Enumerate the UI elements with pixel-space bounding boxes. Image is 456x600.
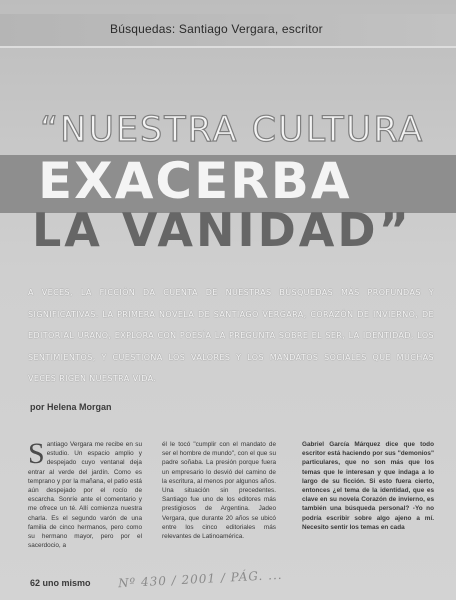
page-footer: 62 uno mismo <box>30 578 91 588</box>
handwritten-annotation: Nº 430 / 2001 / PÁG. ... <box>117 567 283 591</box>
headline-line-3: LA VANIDAD” <box>32 203 412 257</box>
headline-line-2: EXACERBA <box>38 152 352 210</box>
section-divider <box>0 46 456 48</box>
section-title: Búsquedas: Santiago Vergara, escritor <box>110 22 323 36</box>
body-column-1-text: antiago Vergara me recibe en su estudio. Un espacio amplio y despejado cuyo ventanal deja entrar al verde del jardín. Como es temprano y por la mañana, el patio está aún despejado por el rocío de escarcha. Sonríe ante el comentario y me ofrece un té. Allí comienza nuestra charla. Es el segundo varón de una familia de cinco hermanos, pero como su hermano mayor, pero por el sacerdocio, a <box>28 441 142 550</box>
headline-line-1: “NUESTRA CULTURA <box>40 110 425 150</box>
lede-paragraph: A VECES, LA FICCIÓN DA CUENTA DE NUESTRAS BÚSQUEDAS MÁS PROFUNDAS Y SIGNIFICATIVAS. LA PRIMERA NOVELA DE SANTIAGO VERGARA, CORAZÓN DE INVIERNO, DE EDITORIAL URANO, EXPLORA CON POESÍA LA PREGUNTA SOBRE EL SER, LA IDENTIDAD, LOS SENTIMIENTOS, Y CUESTIONA LOS VALORES Y LOS MANDATOS SOCIALES QUE MUCHAS VECES RIGEN NUESTRA VIDA. <box>28 288 434 383</box>
body-column-2: él le tocó "cumplir con el mandato de ser el hombre de mundo", con el que su padre soñaba. La presión porque fuera un empresario lo desvió del camino de la escritura, al menos por algunos años. Una situación sin precedentes. Santiago fue uno de los editores más prestigiosos de Argentina. Jadeo Vergara, que durante 20 años se ubicó entre los cinco editoriales más relevantes de Latinoamérica. <box>162 441 276 541</box>
body-column-3: Gabriel García Márquez dice que todo escritor está haciendo por sus "demonios" particulares, que no son más que los temas que le interesan y que indaga a lo largo de su ficción. Si esto fuera cierto, entonces ¿el tema de la identidad, que es clave en su novela Corazón de invierno, es también una búsqueda personal? -Yo no podría escribir sobre algo ajeno a mí. Necesito sentir los temas en cada <box>302 441 434 531</box>
drop-cap: S <box>28 440 45 470</box>
body-column-1 <box>28 440 142 565</box>
byline: por Helena Morgan <box>30 402 112 412</box>
